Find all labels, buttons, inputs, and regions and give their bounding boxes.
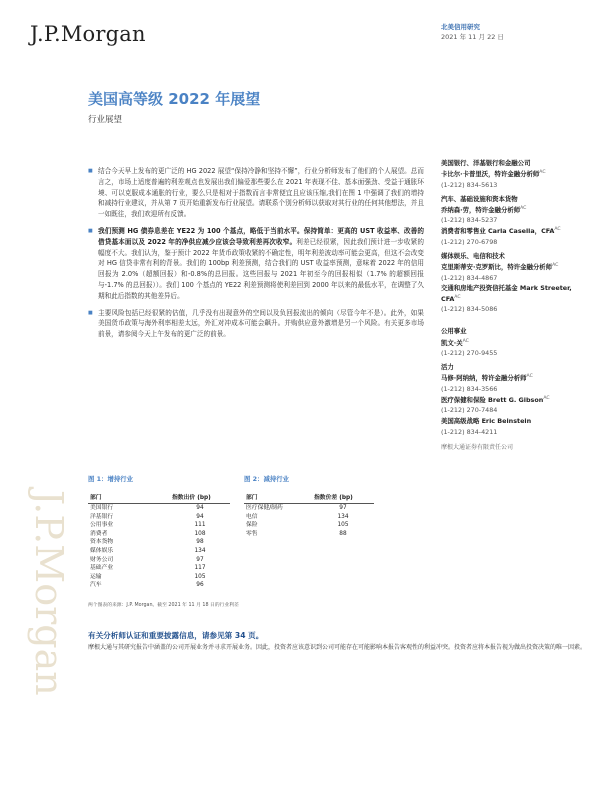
column-header-sector: 部门 xyxy=(88,493,170,504)
jpmorgan-watermark xyxy=(18,470,78,790)
table-row xyxy=(88,547,230,556)
value-cell: 105 xyxy=(337,522,349,529)
analyst-group xyxy=(441,251,583,314)
table-row xyxy=(244,521,374,530)
table-row xyxy=(88,513,230,522)
underweight-table xyxy=(244,493,374,538)
value-cell: 94 xyxy=(196,513,204,520)
analyst-sector: 汽车、基础设施和资本货物 xyxy=(441,194,518,203)
table-row xyxy=(244,504,374,513)
page-title: 美国高等级 2022 年展望 xyxy=(88,90,261,108)
sector-cell: 汽车 xyxy=(90,582,102,589)
analyst-phone: (1-212) 270-9455 xyxy=(441,349,498,357)
analyst-phone: (1-212) 834-3566 xyxy=(441,384,498,393)
analyst-name: 美国高级战略 Eric Beinstein xyxy=(441,417,532,426)
analyst-contacts xyxy=(441,158,583,453)
sector-cell: 医疗保健/制药 xyxy=(246,505,283,511)
analyst-phone: (1-212) 834-4211 xyxy=(441,427,498,436)
summary-bullet: ■ 结合今天早上发布的更广泛的 HG 2022 展望“保持冷静和坚持不懈”，行业分析师发布了他们的个人展望。总而言之，市场上适度普遍的利差观点也发展出我们偏爱那些要么在 2021 年表现不佳、基本面强劲、受益于通胀环境、可以克服成本通胀的行业，要么只是相对于指数而言非常便宜且应该压缩,我们在图 1 中强调了我们的增持和减持行业建议，并从第 7 页开始重新发布行业展望。请联系个别分析师以获取对其行业的任何其他想法，并且一如既往，我们欢迎所有反馈。 xyxy=(88,166,424,220)
value-cell: 117 xyxy=(194,565,206,572)
analyst-firm: 摩根大通证券有限责任公司 xyxy=(441,444,514,451)
figure-title: 图 2：减持行业 xyxy=(244,475,290,483)
summary-bullets xyxy=(88,166,424,346)
disclaimer xyxy=(88,630,588,653)
analyst-cert-tag: AC xyxy=(520,205,527,211)
report-header-meta xyxy=(441,22,504,42)
figure-source-note: 两个图表的来源：J.P. Morgan。截至 2021 年 11 月 18 日的行业利差 xyxy=(88,603,239,608)
analyst-name: 克里斯蒂安·克罗斯比，特许金融分析师$^{AC}$ xyxy=(441,263,559,272)
svg-text:J.P.Morgan: J.P.Morgan xyxy=(27,490,71,696)
analyst-phone: (1-212) 834-5237 xyxy=(441,216,498,225)
value-cell: 94 xyxy=(196,505,204,511)
sector-cell: 资本货物 xyxy=(90,539,114,546)
analyst-cert-tag: AC xyxy=(539,170,546,176)
report-series: 北美信用研究 xyxy=(441,23,480,31)
value-cell: 98 xyxy=(196,539,204,546)
value-cell: 97 xyxy=(339,505,347,511)
summary-bullet: ■ 主要风险包括已经很紧的估值，几乎没有出现意外的空间以及负回报流出的倾向（尽管今年不是）。此外，如果美国货币政策与海外利率相差太远，外汇对冲成本可能会飙升。并购供应意外激增是另一个风险。有关更多市场前景，请参阅今天上午发布的更广泛的前景。 xyxy=(88,308,424,340)
analyst-name: 消费者和零售业 Carla Casella，$CFA^{AC}$ xyxy=(441,227,561,236)
value-cell: 111 xyxy=(194,522,206,529)
sector-cell: 保险 xyxy=(246,522,258,529)
analyst-name: 医疗保健和保险 Brett G. Gibson$^{AC}$ xyxy=(441,395,550,405)
analyst-phone: (1-212) 834-4867 xyxy=(441,273,498,282)
column-header-sector: 部门 xyxy=(244,493,312,504)
sector-cell: 媒体娱乐 xyxy=(90,547,114,554)
disclaimer-body: 摩根大通与其研究报告中涵盖的公司开展业务并寻求开展业务。因此，投资者应该意识到公司可能存在可能影响本报告客观性的利益冲突。投资者应将本报告视为做出投资决策的唯一因素。 xyxy=(88,644,587,651)
analyst-sector: 公用事业 xyxy=(441,327,467,336)
analyst-group xyxy=(441,158,583,190)
table-row xyxy=(244,513,374,522)
analyst-phone: (1-212) 270-6798 xyxy=(441,237,498,246)
analyst-name: 凯文·关$^{AC}$ xyxy=(441,338,469,347)
sector-cell: 公用事业 xyxy=(90,522,114,529)
value-cell: 134 xyxy=(337,513,349,520)
table-row xyxy=(88,581,230,590)
analyst-name: 交通和房地产投资信托基金 Mark Streeter, $CFA^{AC}$ xyxy=(441,283,572,304)
table-row xyxy=(88,538,230,547)
table-row xyxy=(244,530,374,539)
analyst-group xyxy=(441,194,583,247)
jpmorgan-logo: J.P.Morgan xyxy=(30,22,146,46)
analyst-name: 卡比尔·卡普里沃，特许金融分析师$^{AC}$ xyxy=(441,170,546,179)
value-cell: 105 xyxy=(194,573,206,580)
analyst-phone: (1-212) 834-5086 xyxy=(441,305,498,314)
analyst-group xyxy=(441,362,583,437)
analyst-cert-tag: AC xyxy=(454,294,461,300)
value-cell: 134 xyxy=(194,547,206,554)
analyst-cert-tag: AC xyxy=(554,227,561,233)
analyst-sector: 美国银行、洋基银行和金融公司 xyxy=(441,159,531,167)
table-row xyxy=(88,521,230,530)
value-cell: 97 xyxy=(196,556,204,563)
analyst-cert-tag: AC xyxy=(462,338,469,344)
sector-cell: 电信 xyxy=(246,513,258,520)
analyst-phone: (1-212) 270-7484 xyxy=(441,406,498,415)
sector-cell: 运输 xyxy=(90,573,102,580)
sector-cell: 基础产业 xyxy=(90,565,114,572)
table-row xyxy=(88,504,230,513)
page-subtitle: 行业展望 xyxy=(88,115,123,125)
sector-cell: 消费者 xyxy=(90,530,108,537)
table-row xyxy=(88,556,230,565)
analyst-cert-tag: AC xyxy=(543,395,550,401)
analyst-phone: (1-212) 834-5613 xyxy=(441,180,498,189)
column-header-value: 指数价差 (bp) xyxy=(312,493,374,504)
analyst-name: 乔纳森·劳，特许金融分析师$^{AC}$ xyxy=(441,205,527,215)
analyst-cert-tag: AC xyxy=(552,263,559,269)
table-row xyxy=(88,530,230,539)
value-cell: 96 xyxy=(196,582,204,589)
analyst-name: 马修·阿纳纳，特许金融分析师$^{AC}$ xyxy=(441,374,533,383)
summary-bullet: ■ 我们预测 HG 债券息差在 YE22 为 100 个基点，略低于当前水平。保持简单：更高的 UST 收益率、改善的借贷基本面以及 2022 年的净供应减少应该会导致利差再次收窄。利差已经很紧，因此我们预计进一步收紧的幅度不大。我们认为，鉴于预计 2022 年货币政策收紧的不确定性，明年利差波动率可能会更高，但这不会改变对 HG 信贷非常有利的背景。我们的 100bp 利差预测，结合我们的 UST 收益率预测，意味着 2022 年的信用回报为 2.0%（超额回报）和-0.8%的总回报。这些回报与 2021 年初至今的回报相似（1.7% 的超额回报与-1.7% 的总回报））。我们 100 个基点的 YE22 利差预测将使利差回到 2000 年以来的最低水平，在调整了久期和此后指数的其他差异后。 xyxy=(88,226,424,302)
figure-title: 图 1：增持行业 xyxy=(88,475,134,483)
analyst-group xyxy=(441,326,583,358)
analyst-sector: 媒体娱乐、电信和技术 xyxy=(441,252,505,260)
sector-cell: 零售 xyxy=(246,530,258,537)
disclaimer-heading: 有关分析师认证和重要披露信息，请参见第 34 页。 xyxy=(88,631,264,640)
sector-cell: 洋基银行 xyxy=(90,513,114,520)
column-header-value: 指数出价 (bp) xyxy=(170,493,230,504)
sector-cell: 美国银行 xyxy=(90,505,114,511)
report-date: 2021 年 11 月 22 日 xyxy=(441,33,504,41)
sector-cell: 财务公司 xyxy=(90,556,114,563)
figure-underweight-sectors xyxy=(244,474,374,538)
value-cell: 108 xyxy=(194,530,206,537)
value-cell: 88 xyxy=(339,530,347,537)
figure-overweight-sectors xyxy=(88,474,230,590)
table-row xyxy=(88,573,230,582)
table-row xyxy=(88,564,230,573)
analyst-cert-tag: AC xyxy=(526,374,533,380)
overweight-table xyxy=(88,493,230,590)
analyst-sector: 活力 xyxy=(441,363,454,372)
